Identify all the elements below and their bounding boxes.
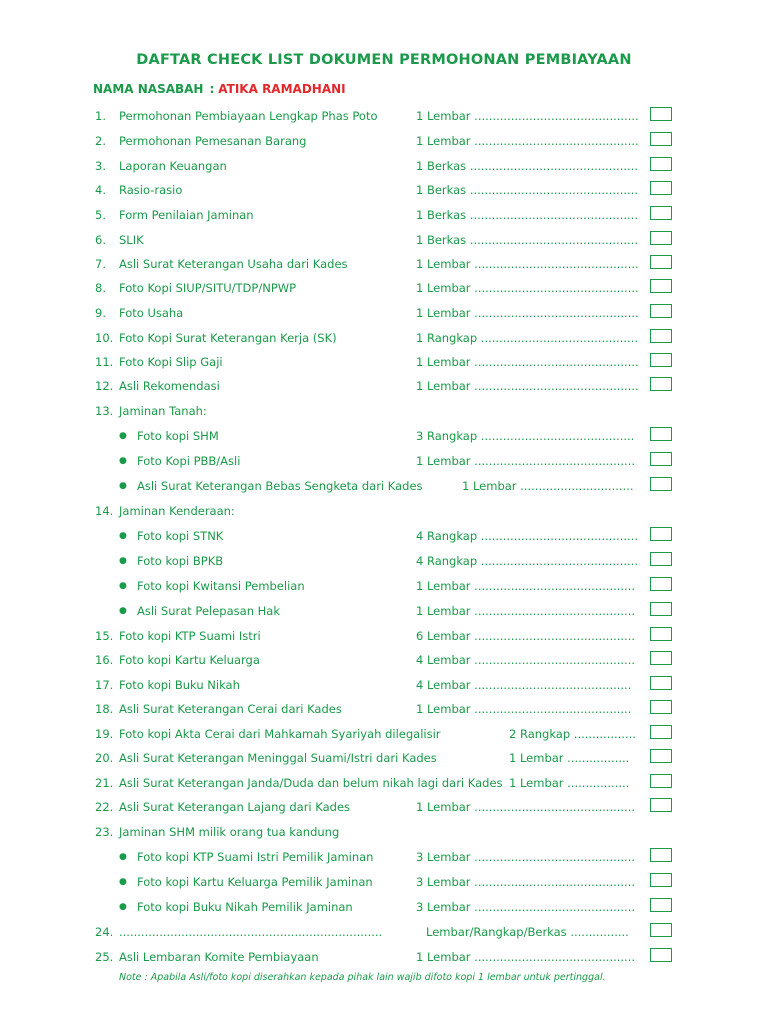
item-description: Permohonan Pemesanan Barang [119,134,307,148]
checkbox[interactable] [650,873,672,887]
item-quantity: 3 Lembar ............................................ [416,850,636,864]
sub-item-description: Foto kopi STNK [137,529,224,543]
checklist-row [0,527,768,545]
item-number: 14. [95,504,114,518]
item-number: 2. [95,134,106,148]
item-quantity: 4 Lembar ............................................ [416,653,636,667]
checkbox[interactable] [650,353,672,367]
item-number: 7. [95,257,106,271]
checklist-row [0,502,768,520]
sub-item-description: Foto kopi Kwitansi Pembelian [137,579,305,593]
checkbox[interactable] [650,304,672,318]
item-description: ........................................................................ [119,925,383,939]
checklist-row [0,255,768,273]
sub-item-description: Foto kopi Buku Nikah Pemilik Jaminan [137,900,353,914]
item-number: 18. [95,702,114,716]
checklist-row [0,577,768,595]
item-quantity: 1 Lembar ............................................. [416,281,639,295]
item-description: Asli Surat Keterangan Usaha dari Kades [119,257,348,271]
item-quantity: 1 Lembar ............................................. [416,379,639,393]
checkbox[interactable] [650,700,672,714]
item-quantity: 1 Lembar ............................... [462,479,634,493]
checklist-row [0,157,768,175]
item-number: 9. [95,306,106,320]
item-description: Jaminan SHM milik orang tua kandung [119,825,340,839]
item-number: 25. [95,950,114,964]
item-quantity: 1 Lembar ............................................. [416,257,639,271]
item-number: 1. [95,109,106,123]
checkbox[interactable] [650,107,672,121]
item-quantity: 1 Lembar ............................................ [416,604,636,618]
sub-item-description: Foto kopi BPKB [137,554,224,568]
item-quantity: 1 Rangkap ........................................... [416,331,638,345]
sub-item-description: Foto kopi KTP Suami Istri Pemilik Jaminan [137,850,374,864]
sub-item-description: Foto Kopi PBB/Asli [137,454,241,468]
bullet-icon: ● [119,606,127,616]
checkbox[interactable] [650,577,672,591]
item-description: SLIK [119,233,144,247]
item-number: 12. [95,379,114,393]
item-number: 21. [95,776,114,790]
checklist-row [0,452,768,470]
item-number: 19. [95,727,114,741]
item-number: 17. [95,678,114,692]
checklist-row [0,304,768,322]
checklist-row [0,206,768,224]
item-quantity: 3 Rangkap .......................................... [416,429,635,443]
checkbox[interactable] [650,898,672,912]
item-quantity: 1 Berkas .............................................. [416,159,638,173]
checkbox[interactable] [650,231,672,245]
item-description: Jaminan Kenderaan: [119,504,235,518]
item-quantity: 1 Lembar ............................................. [416,134,639,148]
checkbox[interactable] [650,774,672,788]
item-number: 16. [95,653,114,667]
checkbox[interactable] [650,552,672,566]
item-quantity: 1 Lembar ................. [509,776,630,790]
checkbox[interactable] [650,848,672,862]
checklist-row [0,651,768,669]
item-number: 23. [95,825,114,839]
checkbox[interactable] [650,377,672,391]
checkbox[interactable] [650,725,672,739]
sub-item-description: Asli Surat Keterangan Bebas Sengketa dari Kades [137,479,423,493]
checklist-row [0,107,768,125]
customer-separator: : [209,82,215,96]
item-quantity: 1 Lembar ............................................ [416,579,636,593]
item-number: 20. [95,751,114,765]
item-description: Foto kopi Akta Cerai dari Mahkamah Syariyah dilegalisir [119,727,441,741]
checkbox[interactable] [650,279,672,293]
item-number: 5. [95,208,106,222]
item-quantity: 1 Lembar ........................................... [416,702,632,716]
checklist-row [0,898,768,916]
checklist-row [0,181,768,199]
item-description: Foto kopi Kartu Keluarga [119,653,260,667]
bullet-icon: ● [119,852,127,862]
item-description: Asli Rekomendasi [119,379,220,393]
item-quantity: 1 Berkas .............................................. [416,183,638,197]
bullet-icon: ● [119,481,127,491]
bullet-icon: ● [119,902,127,912]
checkbox[interactable] [650,157,672,171]
item-number: 22. [95,800,114,814]
customer-name: ATIKA RAMADHANI [218,82,346,96]
checkbox[interactable] [650,477,672,491]
item-description: Jaminan Tanah: [119,404,207,418]
checklist-row [0,676,768,694]
item-quantity: 1 Lembar ................. [509,751,630,765]
checkbox[interactable] [650,527,672,541]
checklist-row [0,848,768,866]
bullet-icon: ● [119,431,127,441]
item-number: 4. [95,183,106,197]
item-quantity: Lembar/Rangkap/Berkas ................ [426,925,629,939]
checklist-row [0,353,768,371]
checklist-row [0,602,768,620]
checklist-row [0,798,768,816]
item-quantity: 4 Rangkap ........................................... [416,529,638,543]
item-description: Permohonan Pembiayaan Lengkap Phas Poto [119,109,378,123]
checklist-row [0,774,768,792]
item-description: Foto Kopi Slip Gaji [119,355,223,369]
item-description: Rasio-rasio [119,183,183,197]
checklist-row [0,948,768,966]
item-number: 6. [95,233,106,247]
sub-item-description: Foto kopi SHM [137,429,219,443]
bullet-icon: ● [119,581,127,591]
checklist-row [0,427,768,445]
checklist-row [0,279,768,297]
checkbox[interactable] [650,452,672,466]
item-quantity: 1 Lembar ............................................ [416,800,636,814]
checkbox[interactable] [650,749,672,763]
checkbox[interactable] [650,676,672,690]
checklist-row [0,823,768,841]
item-number: 13. [95,404,114,418]
bullet-icon: ● [119,556,127,566]
checkbox[interactable] [650,627,672,641]
checklist-row [0,231,768,249]
bullet-icon: ● [119,877,127,887]
item-number: 11. [95,355,114,369]
page-title: DAFTAR CHECK LIST DOKUMEN PERMOHONAN PEMBIAYAAN [136,52,632,68]
checkbox[interactable] [650,948,672,962]
checkbox[interactable] [650,329,672,343]
customer-name-line [93,82,346,96]
checklist-row [0,132,768,150]
item-description: Foto Kopi SIUP/SITU/TDP/NPWP [119,281,297,295]
item-quantity: 3 Lembar ............................................ [416,875,636,889]
item-quantity: 2 Rangkap ................. [509,727,636,741]
checkbox[interactable] [650,181,672,195]
item-quantity: 1 Lembar ............................................ [416,454,636,468]
checklist-row [0,477,768,495]
sub-item-description: Foto kopi Kartu Keluarga Pemilik Jaminan [137,875,373,889]
checkbox[interactable] [650,427,672,441]
item-description: Foto Kopi Surat Keterangan Kerja (SK) [119,331,337,345]
footnote: Note : Apabila Asli/foto kopi diserahkan kepada pihak lain wajib difoto kopi 1 lembar untuk pertinggal. [119,972,606,983]
item-quantity: 4 Rangkap ........................................... [416,554,638,568]
item-description: Foto kopi KTP Suami Istri [119,629,261,643]
checkbox[interactable] [650,132,672,146]
item-quantity: 1 Lembar ............................................. [416,109,639,123]
item-description: Asli Surat Keterangan Janda/Duda dan belum nikah lagi dari Kades [119,776,503,790]
checklist-row [0,402,768,420]
customer-label: NAMA NASABAH [93,82,204,96]
checklist-row [0,700,768,718]
item-quantity: 1 Berkas .............................................. [416,233,638,247]
item-quantity: 1 Lembar ............................................ [416,950,636,964]
item-number: 24. [95,925,114,939]
item-description: Asli Surat Keterangan Lajang dari Kades [119,800,351,814]
checklist-row [0,377,768,395]
item-description: Asli Surat Keterangan Cerai dari Kades [119,702,342,716]
checkbox[interactable] [650,798,672,812]
item-description: Foto kopi Buku Nikah [119,678,240,692]
item-number: 3. [95,159,106,173]
item-number: 10. [95,331,114,345]
checkbox[interactable] [650,602,672,616]
checkbox[interactable] [650,651,672,665]
item-number: 15. [95,629,114,643]
bullet-icon: ● [119,456,127,466]
item-description: Asli Surat Keterangan Meninggal Suami/Istri dari Kades [119,751,437,765]
checkbox[interactable] [650,923,672,937]
checklist-row [0,749,768,767]
item-quantity: 4 Lembar ........................................... [416,678,632,692]
checklist-row [0,725,768,743]
item-description: Foto Usaha [119,306,184,320]
item-description: Form Penilaian Jaminan [119,208,254,222]
item-quantity: 6 Lembar ............................................ [416,629,636,643]
checkbox[interactable] [650,255,672,269]
item-quantity: 1 Lembar ............................................. [416,355,639,369]
item-quantity: 1 Berkas .............................................. [416,208,638,222]
bullet-icon: ● [119,531,127,541]
item-quantity: 1 Lembar ............................................. [416,306,639,320]
checklist-row [0,552,768,570]
item-number: 8. [95,281,106,295]
item-quantity: 3 Lembar ............................................ [416,900,636,914]
item-description: Laporan Keuangan [119,159,227,173]
checkbox[interactable] [650,206,672,220]
checklist-row [0,627,768,645]
sub-item-description: Asli Surat Pelepasan Hak [137,604,280,618]
checklist-row [0,873,768,891]
checklist-row [0,923,768,941]
checklist-row [0,329,768,347]
item-description: Asli Lembaran Komite Pembiayaan [119,950,319,964]
